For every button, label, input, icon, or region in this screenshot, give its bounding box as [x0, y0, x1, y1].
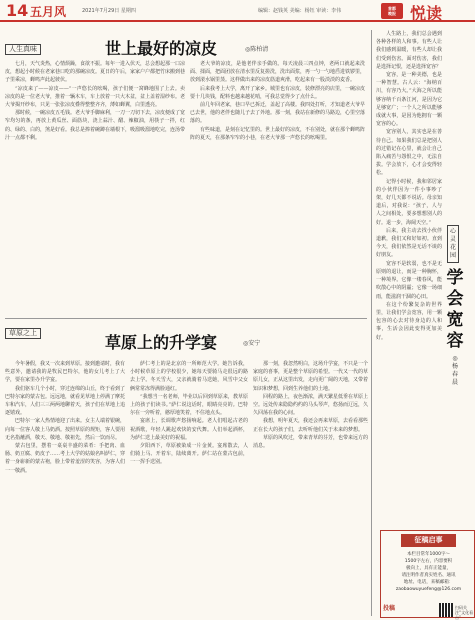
page-header	[0, 0, 475, 22]
promo-line: 请注明作者真实姓名、通讯	[401, 573, 456, 578]
page-number: 14	[6, 1, 29, 20]
article-3-title: 学会宽容	[446, 268, 464, 351]
paragraph: 我想，明年夏天，我还会再来草原，去看看那些正在长大的孩子们，去听听他们关于未来的梦想。	[253, 418, 368, 433]
paragraph: 蒙古包里，摆着一桌桌丰盛的菜肴：手把肉、血肠、奶豆腐、奶皮子……考上大学的姑娘名叫萨仁，穿着一身崭新的蒙古袍，脸上带着羞涩的笑容，为客人们一一敬酒。	[5, 443, 125, 474]
paragraph: 后来，我主动去找小伙伴道歉，我们又和好如初。直到今天，我们依然是无话不谈的好朋友。	[376, 227, 442, 259]
paragraph: 宽容，是一种美德，也是一种智慧。古人云：“海纳百川，有容乃大。”大海之所以能够容纳千百条江河，是因为它足够宽广；一个人之所以能够成就大事，是因为他拥有一颗宽容的心。	[376, 72, 442, 128]
paragraph: 有些味道，是刻在记忆里的。世上最好的凉皮，不在别处，就在那个蝉鸣阵阵的夏天，在那条窄窄的小巷，在老大爷那一声悠长的吆喝里。	[190, 126, 365, 141]
paragraph: 我们驱车几个小时，穿过连绵的山丘，终于看到了巴特尔家的蒙古包。远远地，就看见草地上停满了摩托车和汽车，人们三三两两地聊着天，孩子们在草地上追逐嬉戏。	[5, 385, 125, 417]
article-2-title: 草原上的升学宴	[105, 333, 218, 352]
article-1-tag: 人生真味	[5, 44, 41, 55]
paragraph: 萨仁考上的是北京的一所师范大学。她告诉我，小时候草原上的学校很少，她每天要骑马走很远的路去上学。冬天雪大，父亲就骑着马送她，风雪中父女俩常常冻得满脸通红。	[130, 361, 248, 392]
paragraph: 宽容不是软弱，也不是无原则的退让，而是一种胸怀，一种境界。它像一缕春风，能吹散心中的阴霾；它像一场细雨，能滋润干涸的心田。	[376, 260, 442, 300]
article-3-tag: 心灵花园	[447, 225, 459, 263]
logo-line-2: 晚报	[388, 11, 396, 16]
paragraph: 那时候，一碗凉皮五毛钱。老大爷手脚麻利，一刀一刀切下去，凉皮便成了宽窄均匀的条，再放上黄瓜丝、面筋块，浇上蒜汁、醋、辣椒油，用筷子一拌，红的、绿的、白的，煞是好看。我总是捧着碗蹲在墙根下，吸溜吸溜地吃完，连汤带汁一点都不剩。	[5, 110, 185, 141]
horizontal-divider	[5, 318, 367, 319]
paragraph: 记得小时候，我和邻居家的小伙伴因为一件小事吵了架，好几天都不说话。母亲知道后，对我说：“孩子，人与人之间相处，要多想想别人的好。退一步，海阔天空。”	[376, 178, 442, 226]
paragraph: “凉皮来了——凉皮——”一声悠长的吆喝，孩子们便一窝蜂地围了上去。卖凉皮的是一位老大爷，推着一辆木车，车上放着一只大木盆，盆上盖着湿纱布。老大爷揭开纱布，只见一张张凉皮叠得整整齐齐，薄如蝉翼，白里透亮。	[5, 85, 185, 109]
paragraph: 后来我考上大学，离开了家乡。城里也有凉皮，装修漂亮的店里，一碗凉皮要十几块钱，配料也越来越花哨，可我总觉得少了点什么。	[190, 85, 365, 100]
paragraph: 那一刻，我忽然明白，这场升学宴，不只是一个家庭的喜事，更是整个草原的希望。一代又一代的草原儿女，正从这里出发，走向更广阔的天地，又带着知识和梦想，回到生养他们的土地。	[253, 361, 368, 392]
paragraph: 宴席上，长调歌声悠扬响起。老人们唱起古老的祝酒歌，年轻人跳起欢快的安代舞。人们举起酒杯，为萨仁送上最美好的祝福。	[130, 418, 248, 441]
article-2-column-3	[253, 360, 368, 616]
article-2-column-1	[5, 360, 125, 616]
paragraph: 老大爷的凉皮，是他老伴亲手做的。每天凌晨三四点钟，老两口就起来洗面、揉面，把面团放在清水里反复搓洗，洗出面浆，再一勺一勺地舀进铁锣里，放到滚水锅里蒸。这样做出来的凉皮筋道爽滑，吃起来有一股淡淡的麦香。	[190, 61, 365, 84]
article-2-tag: 草原之上	[5, 328, 41, 339]
article-1-column-2	[190, 60, 365, 310]
paragraph: 在这个纷繁复杂的世界里，让我们学会宽容，用一颗包容的心去对待身边的人和事，生活会因此变得更加美好。	[376, 301, 442, 341]
call-for-submissions-box	[380, 530, 475, 618]
promo-body	[386, 551, 471, 593]
column-name: 悦读	[410, 4, 443, 23]
article-2-column-2	[130, 360, 248, 616]
promo-heading: 征稿启事	[401, 534, 456, 547]
article-1-column-1	[5, 60, 185, 310]
promo-line: 1500字左右，内容要积	[404, 559, 453, 564]
issue-date: 2021年7月29日 星期四	[82, 8, 136, 14]
logo-line-1: 首都	[388, 6, 396, 11]
paragraph: 七月，天气炎热，心情烦躁，食欲不振。每年一进入伏天，总会想起那一口凉皮，想起小时候在老家巷口吃的那碗凉皮。夏日的午后，家家户户都把竹床搬到巷子里乘凉，蝉鸣声此起彼伏。	[5, 61, 185, 84]
promo-email[interactable]: zaobaowuyuefeng@126.com	[395, 587, 462, 592]
paragraph: 宽容别人，其实也是在善待自己。如果我们总是把别人的过错记在心里，就会让自己陷入痛苦与怨恨之中，无法自拔。学会放下，心才会变得轻松。	[376, 129, 442, 177]
article-2-author: ◎安宁	[243, 340, 261, 347]
section-name: 五月风	[30, 5, 67, 19]
paragraph: 前几年回老家，巷口早已拆迁，盖起了高楼。我四处打听，才知道老大爷早已去世，他的老伴也随儿子去了外地。那一刻，我站在新修的马路边，心里空落落的。	[190, 102, 365, 125]
newspaper-logo	[381, 3, 403, 19]
promo-line: 极向上，具有正能量，	[406, 566, 451, 571]
paragraph: 夕阳西下，草原被染成一片金黄。宴席散去，人们骑上马、开着车，陆续离开。萨仁站在蒙古包前，一一挥手送别。	[130, 443, 248, 466]
promo-line: 地址、电话，来稿邮箱：	[403, 580, 454, 585]
promo-side-label: 投稿	[383, 605, 396, 612]
article-3-author: ◎杨春晨	[451, 355, 458, 386]
editor-credits: 编辑：赵钱英 美编：杨钰 审读：李伟	[258, 8, 342, 14]
paragraph: 巴特尔一家人热情地迎了出来。女主人端着银碗，向每一位客人敬上马奶酒。按照草原的规矩，客人要用无名指蘸酒，敬天、敬地、敬祖先，然后一饮而尽。	[5, 418, 125, 441]
qr-code-icon[interactable]	[439, 603, 453, 617]
paragraph: 今年暑假，我又一次来到草原。接到邀请时，我有些意外，邀请我的是牧民巴特尔，他的女儿考上了大学，要在家里办升学宴。	[5, 361, 125, 384]
vertical-divider	[371, 30, 372, 616]
article-1-title: 世上最好的凉皮	[105, 39, 218, 58]
paragraph: “我想当一名老师，毕业以后回到草原来，教草原上的孩子们读书。”萨仁说这话时，眼睛亮亮的。巴特尔在一旁听着，憨厚地笑着，不住地点头。	[130, 393, 248, 417]
paragraph: 草原的风吹过，带来青草的芬芳，也带来远方的消息。	[253, 434, 368, 450]
promo-line: 本栏目常年1000字～	[407, 552, 450, 557]
paragraph: 人生路上，我们总会遇到各种各样的人和事。有些人让我们感到温暖，有些人却让我们受到伤害。面对伤害，我们是选择记恨，还是选择宽容？	[376, 31, 442, 70]
article-3-column-1	[376, 30, 442, 525]
article-1-author: ◎陈柏清	[245, 46, 269, 53]
qr-caption: 扫码关注“文化看台”	[455, 605, 474, 620]
paragraph: 回程的路上，夜色渐浓，满天繁星低垂在草原上空。远处传来隐隐约约的马头琴声，悠扬而辽远，久久回荡在我的心间。	[253, 393, 368, 417]
